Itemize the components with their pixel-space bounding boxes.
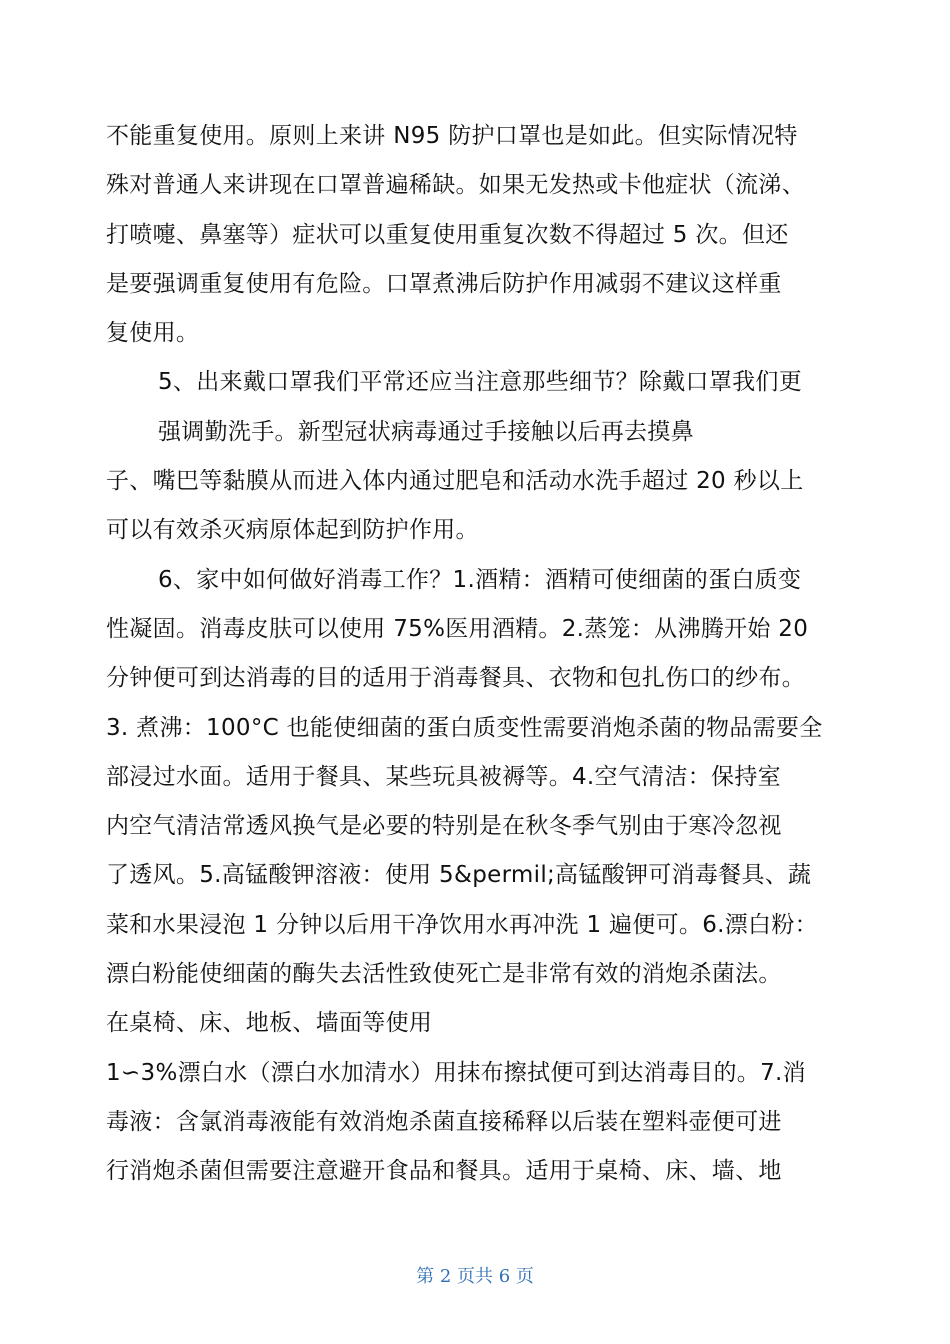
text-line: 6、家中如何做好消毒工作？1.酒精：酒精可使细菌的蛋白质变 xyxy=(158,566,802,593)
text-line: 漂白粉能使细菌的酶失去活性致使死亡是非常有效的消炮杀菌法。 xyxy=(106,961,782,988)
text-line: 子、嘴巴等黏膜从而进入体内通过肥皂和活动水洗手超过 20 秒以上 xyxy=(106,468,804,495)
text-line: 复使用。 xyxy=(106,320,200,347)
text-line: 3. 煮沸：100°C 也能使细菌的蛋白质变性需要消炮杀菌的物品需要全 xyxy=(106,714,823,741)
text-line: 可以有效杀灭病原体起到防护作用。 xyxy=(106,517,479,544)
text-line: 不能重复使用。原则上来讲 N95 防护口罩也是如此。但实际情况特 xyxy=(106,123,798,149)
text-line: 部浸过水面。适用于餐具、某些玩具被褥等。4.空气清洁：保持室 xyxy=(106,763,781,790)
text-line: 了透风。5.高锰酸钾溶液：使用 5&permil;高锰酸钾可消毒餐具、蔬 xyxy=(106,862,812,889)
text-line: 毒液：含氯消毒液能有效消炮杀菌直接稀释以后装在塑料壶便可进 xyxy=(106,1108,782,1135)
text-line: 性凝固。消毒皮肤可以使用 75%医用酒精。2.蒸笼：从沸腾开始 20 xyxy=(106,615,809,642)
text-line: 殊对普通人来讲现在口罩普遍稀缺。如果无发热或卡他症状（流涕、 xyxy=(106,172,805,199)
document-body xyxy=(106,112,846,1197)
text-line: 强调勤洗手。新型冠状病毒通过手接触以后再去摸鼻 xyxy=(158,418,694,445)
page-number-footer: 第 2 页共 6 页 xyxy=(416,1266,534,1287)
text-line: 菜和水果浸泡 1 分钟以后用干净饮用水再冲洗 1 遍便可。6.漂白粉： xyxy=(106,911,818,938)
text-line: 分钟便可到达消毒的目的适用于消毒餐具、衣物和包扎伤口的纱布。 xyxy=(106,665,805,692)
text-line: 行消炮杀菌但需要注意避开食品和餐具。适用于桌椅、床、墙、地 xyxy=(106,1158,782,1185)
text-line: 打喷嚏、鼻塞等）症状可以重复使用重复次数不得超过 5 次。但还 xyxy=(106,221,789,248)
text-line: 在桌椅、床、地板、墙面等使用 xyxy=(106,1010,433,1037)
text-line: 5、出来戴口罩我们平常还应当注意那些细节？除戴口罩我们更 xyxy=(158,369,803,396)
text-line: 内空气清洁常透风换气是必要的特别是在秋冬季气别由于寒冷忽视 xyxy=(106,813,782,840)
text-line: 是要强调重复使用有危险。口罩煮沸后防护作用减弱不建议这样重 xyxy=(106,270,782,297)
text-line: 1∽3%漂白水（漂白水加清水）用抹布擦拭便可到达消毒目的。7.消 xyxy=(106,1059,806,1086)
